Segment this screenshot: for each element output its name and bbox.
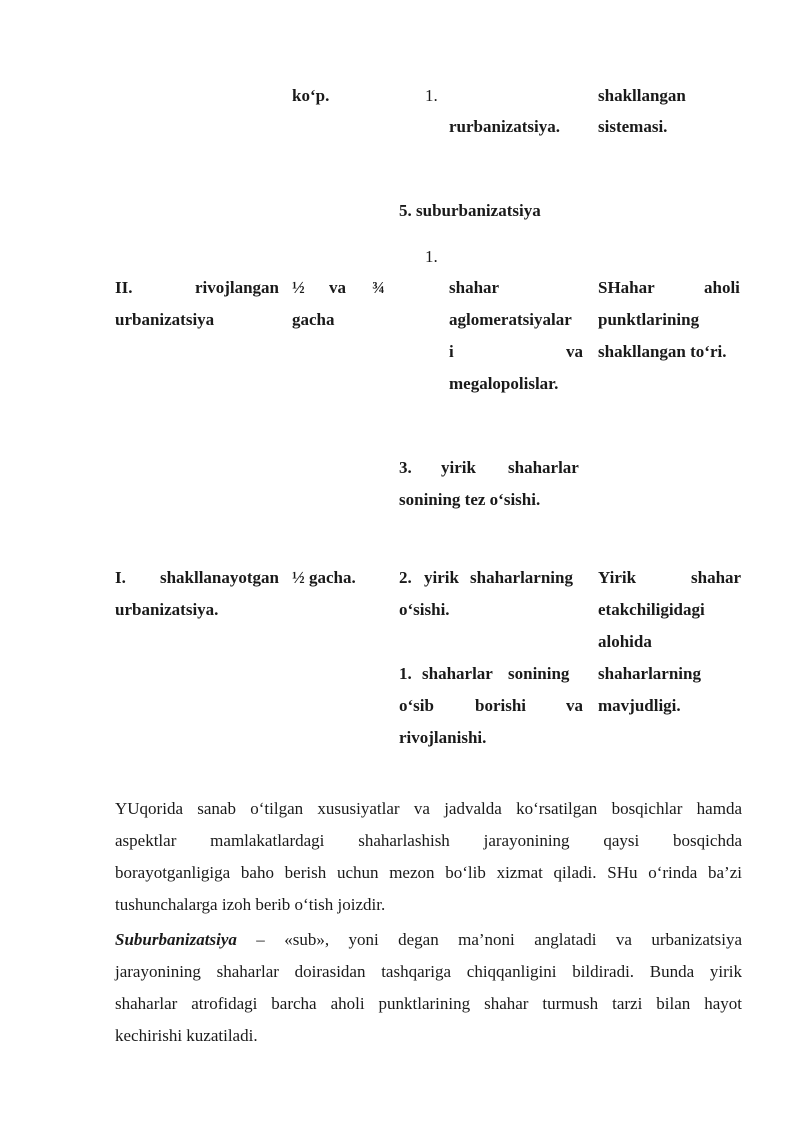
paragraph-line: shaharlar atrofidagi barcha aholi punktlarining shahar turmush tarzi bilan hayot (115, 994, 742, 1013)
table-cell-stage: rivojlanishi. (399, 728, 487, 747)
table-cell-feature: shahar (691, 568, 742, 587)
table-cell-stage: sonining tez o‘sishi. (399, 490, 541, 509)
paragraph-line (115, 924, 742, 956)
paragraph-line: kechirishi kuzatiladi. (115, 1026, 258, 1045)
table-cell-feature: aholi (704, 278, 740, 297)
table-cell-stage-heading: 5. suburbanizatsiya (399, 201, 541, 220)
table-cell-stage: yirik (424, 568, 459, 587)
definition-paragraph (115, 924, 742, 1052)
list-number: 1. (425, 247, 438, 266)
table-cell-stage: shaharlarning (470, 568, 573, 587)
stage-name: shakllanayotgan (159, 568, 279, 587)
stage-name: urbanizatsiya (115, 310, 215, 329)
table-cell-stage: yirik (441, 458, 476, 477)
stage-name: rivojlangan (194, 278, 279, 297)
table-cell-feature: SHahar (598, 278, 655, 297)
list-number: 3. (399, 458, 412, 477)
table-cell-feature: Yirik (598, 568, 637, 587)
table-cell-feature: mavjudligi. (598, 696, 681, 715)
table-cell-share: va (329, 278, 346, 297)
table-cell-stage: va (566, 342, 583, 361)
paragraph-line: aspektlar mamlakatlardagi shaharlashish jarayonining qaysi bosqichda (115, 831, 742, 850)
table-cell-stage: i (449, 342, 454, 361)
table-cell-feature: sistemasi. (598, 117, 668, 136)
table-cell-stage: o‘sib (399, 696, 434, 715)
table-cell-share: gacha (292, 310, 335, 329)
stage-roman-numeral: II. (115, 278, 133, 297)
table-cell-feature: shakllangan (598, 86, 686, 105)
definition-text: – «sub», yoni degan ma’noni anglatadi va urbanizatsiya (236, 930, 742, 949)
list-number: 1. (425, 86, 438, 105)
paragraph-line: YUqorida sanab o‘tilgan xususiyatlar va jadvalda ko‘rsatilgan bosqichlar hamda (115, 799, 742, 818)
paragraph-line: tushunchalarga izoh berib o‘tish joizdir. (115, 895, 386, 914)
paragraph-line: borayotganligiga baho berish uchun mezon bo‘lib xizmat qiladi. SHu o‘rinda ba’zi (115, 863, 742, 882)
table-cell-stage: aglomeratsiyalar (449, 310, 572, 329)
table-cell-share: ko‘p. (292, 86, 330, 105)
table-cell-stage: sonining (508, 664, 570, 683)
table-cell-stage: rurbanizatsiya. (449, 117, 560, 136)
list-number: 2. (399, 568, 412, 587)
body-paragraph (115, 793, 742, 921)
table-cell-share: ¾ (372, 278, 385, 297)
defined-term: Suburbanizatsiya (115, 930, 237, 949)
table-cell-feature: shaharlarning (598, 664, 701, 683)
table-cell-stage: o‘sishi. (399, 600, 450, 619)
stage-roman-numeral: I. (115, 568, 126, 587)
paragraph-line: jarayonining shaharlar doirasidan tashqariga chiqqanligini bildiradi. Bunda yirik (115, 962, 742, 981)
list-number: 1. (399, 664, 412, 683)
table-cell-stage: megalopolislar. (449, 374, 559, 393)
table-cell-stage: shaharlar (422, 664, 493, 683)
table-cell-stage: va (566, 696, 583, 715)
table-cell-stage: shahar (449, 278, 500, 297)
table-cell-feature: alohida (598, 632, 652, 651)
table-cell-share: ½ gacha. (292, 568, 356, 587)
table-cell-stage: shaharlar (508, 458, 579, 477)
table-cell-feature: etakchiligidagi (598, 600, 705, 619)
table-cell-feature: punktlarining (598, 310, 700, 329)
stage-name: urbanizatsiya. (115, 600, 219, 619)
table-cell-feature: shakllangan to‘ri. (598, 342, 727, 361)
table-cell-share: ½ (292, 278, 305, 297)
table-cell-stage: borishi (475, 696, 527, 715)
